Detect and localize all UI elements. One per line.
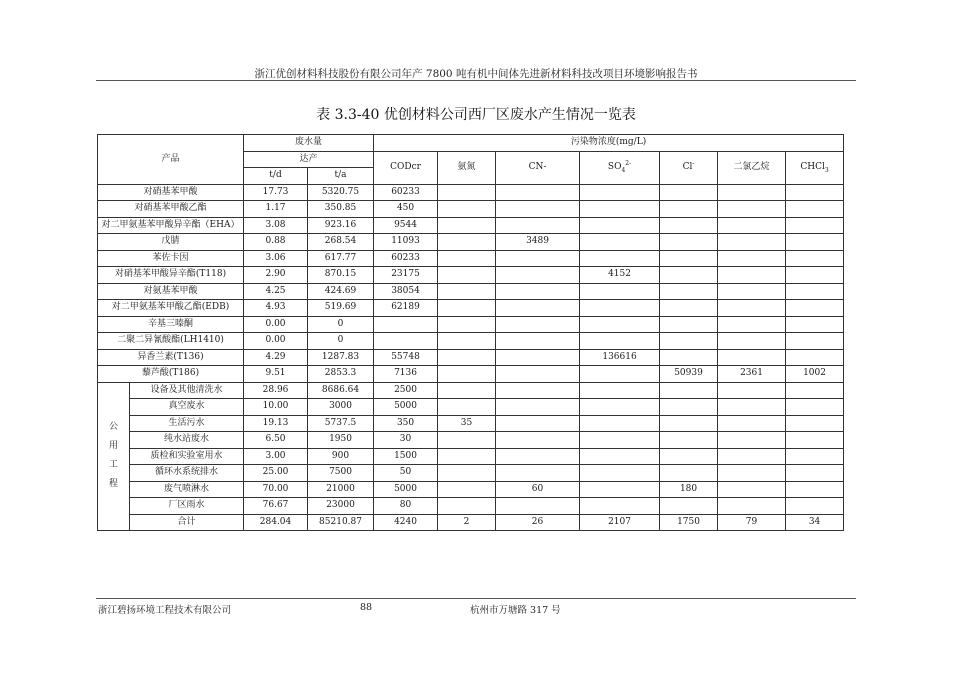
cell-so4 (580, 465, 660, 482)
cell-td: 0.00 (244, 316, 308, 333)
cell-nh3 (438, 316, 496, 333)
cell-dce (718, 415, 786, 432)
cell-nh3 (438, 432, 496, 449)
cell-cn (496, 316, 580, 333)
cell-cl (660, 399, 718, 416)
cell-chcl3 (786, 349, 844, 366)
cell-td: 6.50 (244, 432, 308, 449)
cell-cn (496, 432, 580, 449)
cell-dce (718, 316, 786, 333)
cell-td: 10.00 (244, 399, 308, 416)
cell-dce (718, 432, 786, 449)
cell-chcl3 (786, 498, 844, 515)
cell-ta: 7500 (308, 465, 374, 482)
cell-ta: 8686.64 (308, 382, 374, 399)
cell-td: 17.73 (244, 184, 308, 201)
cell-so4 (580, 498, 660, 515)
cell-so4: 136616 (580, 349, 660, 366)
cell-cod: 7136 (374, 366, 438, 383)
cell-nh3 (438, 184, 496, 201)
cell-td: 9.51 (244, 366, 308, 383)
cell-cod: 50 (374, 465, 438, 482)
cell-so4 (580, 234, 660, 251)
cell-nh3 (438, 250, 496, 267)
page-header: 浙江优创材料科技股份有限公司年产 7800 吨有机中间体先进新材料科技改项目环境影响报告书 (254, 68, 698, 80)
cell-cn (496, 184, 580, 201)
cell-dce (718, 333, 786, 350)
cell-nh3 (438, 382, 496, 399)
cell-chcl3 (786, 465, 844, 482)
cell-dce: 2361 (718, 366, 786, 383)
cell-cn (496, 498, 580, 515)
product-name-cell: 对硝基苯甲酸乙酯 (98, 201, 244, 218)
cell-cn (496, 333, 580, 350)
cell-chcl3 (786, 201, 844, 218)
cell-cl (660, 184, 718, 201)
cell-cl: 50939 (660, 366, 718, 383)
cell-nh3 (438, 399, 496, 416)
cell-cod: 23175 (374, 267, 438, 284)
footer-company: 浙江碧扬环境工程技术有限公司 (98, 605, 232, 616)
cell-nh3 (438, 300, 496, 317)
cell-cn (496, 448, 580, 465)
total-so4: 2107 (580, 514, 660, 531)
cell-cn (496, 217, 580, 234)
cell-cn (496, 283, 580, 300)
utility-name-cell: 真空废水 (130, 399, 244, 416)
col-header-product: 产品 (98, 135, 244, 185)
cell-so4 (580, 333, 660, 350)
cell-dce (718, 300, 786, 317)
product-name-cell: 对氨基苯甲酸 (98, 283, 244, 300)
col-header-chcl3: CHCl$_3$ (786, 151, 844, 184)
cell-nh3 (438, 333, 496, 350)
cell-cl (660, 316, 718, 333)
cell-dce (718, 267, 786, 284)
product-name-cell: 藜芦酸(T186) (98, 366, 244, 383)
cell-cod (374, 316, 438, 333)
cell-cn (496, 399, 580, 416)
cell-cod: 60233 (374, 250, 438, 267)
cell-so4 (580, 316, 660, 333)
cell-cl (660, 217, 718, 234)
table-row (98, 349, 844, 366)
table-row (98, 267, 844, 284)
cell-cl (660, 448, 718, 465)
cell-nh3 (438, 201, 496, 218)
utility-name-cell: 循环水系统排水 (130, 465, 244, 482)
total-dce: 79 (718, 514, 786, 531)
cell-dce (718, 201, 786, 218)
cell-td: 0.88 (244, 234, 308, 251)
cell-chcl3 (786, 217, 844, 234)
cell-chcl3 (786, 415, 844, 432)
utility-group-label: 公 用 工 程 (98, 382, 130, 531)
cell-chcl3 (786, 300, 844, 317)
cell-so4 (580, 201, 660, 218)
cell-cod: 350 (374, 415, 438, 432)
cell-td: 70.00 (244, 481, 308, 498)
cell-cl (660, 432, 718, 449)
cell-ta: 617.77 (308, 250, 374, 267)
cell-dce (718, 399, 786, 416)
cell-ta: 3000 (308, 399, 374, 416)
cell-dce (718, 184, 786, 201)
cell-cod: 60233 (374, 184, 438, 201)
total-cl: 1750 (660, 514, 718, 531)
table-title: 表 3.3-40 优创材料公司西厂区废水产生情况一览表 (316, 107, 636, 123)
total-cn: 26 (496, 514, 580, 531)
cell-chcl3 (786, 316, 844, 333)
table-row (98, 366, 844, 383)
cell-nh3 (438, 234, 496, 251)
product-name-cell: 对二甲氨基苯甲酸乙酯(EDB) (98, 300, 244, 317)
cell-chcl3: 1002 (786, 366, 844, 383)
product-name-cell: 辛基三嗪酮 (98, 316, 244, 333)
cell-cn (496, 349, 580, 366)
cell-td: 3.00 (244, 448, 308, 465)
cell-so4: 4152 (580, 267, 660, 284)
product-name-cell: 二聚二异氰酸酯(LH1410) (98, 333, 244, 350)
col-header-dachan: 达产 (244, 151, 374, 168)
cell-ta: 870.15 (308, 267, 374, 284)
cell-cl (660, 300, 718, 317)
product-name-cell: 戊腈 (98, 234, 244, 251)
cell-dce (718, 382, 786, 399)
table-row (98, 399, 844, 416)
table-row (98, 481, 844, 498)
utility-name-cell: 设备及其他清洗水 (130, 382, 244, 399)
cell-dce (718, 250, 786, 267)
cell-ta: 1287.83 (308, 349, 374, 366)
cell-chcl3 (786, 382, 844, 399)
cell-cl (660, 382, 718, 399)
cell-dce (718, 283, 786, 300)
cell-so4 (580, 399, 660, 416)
footer-address: 杭州市万塘路 317 号 (470, 605, 561, 616)
cell-cl (660, 415, 718, 432)
cell-cod: 62189 (374, 300, 438, 317)
cell-dce (718, 234, 786, 251)
table-row (98, 184, 844, 201)
table-row (98, 333, 844, 350)
cell-so4 (580, 184, 660, 201)
cell-cod: 450 (374, 201, 438, 218)
cell-cl (660, 283, 718, 300)
cell-so4 (580, 300, 660, 317)
product-name-cell: 苯佐卡因 (98, 250, 244, 267)
cell-cod: 5000 (374, 399, 438, 416)
cell-chcl3 (786, 234, 844, 251)
cell-cod (374, 333, 438, 350)
cell-ta: 923.16 (308, 217, 374, 234)
product-name-cell: 对硝基苯甲酸异辛酯(T118) (98, 267, 244, 284)
cell-cod: 5000 (374, 481, 438, 498)
cell-cod: 1500 (374, 448, 438, 465)
cell-so4 (580, 415, 660, 432)
cell-cod: 9544 (374, 217, 438, 234)
table-row (98, 498, 844, 515)
col-header-wastewater: 废水量 (244, 135, 374, 152)
cell-cl (660, 201, 718, 218)
table-row (98, 250, 844, 267)
cell-cod: 2500 (374, 382, 438, 399)
cell-ta: 21000 (308, 481, 374, 498)
table-row (98, 382, 844, 399)
cell-dce (718, 217, 786, 234)
cell-td: 76.67 (244, 498, 308, 515)
cell-cn (496, 382, 580, 399)
cell-chcl3 (786, 184, 844, 201)
cell-ta: 1950 (308, 432, 374, 449)
cell-so4 (580, 283, 660, 300)
col-header-pollutant: 污染物浓度(mg/L) (374, 135, 844, 152)
utility-name-cell: 厂区雨水 (130, 498, 244, 515)
cell-ta: 2853.3 (308, 366, 374, 383)
total-ta: 85210.87 (308, 514, 374, 531)
cell-dce (718, 465, 786, 482)
total-cod: 4240 (374, 514, 438, 531)
cell-ta: 424.69 (308, 283, 374, 300)
cell-cl (660, 498, 718, 515)
cell-nh3: 35 (438, 415, 496, 432)
cell-td: 28.96 (244, 382, 308, 399)
cell-ta: 5737.5 (308, 415, 374, 432)
cell-ta: 519.69 (308, 300, 374, 317)
cell-cn (496, 465, 580, 482)
table-row (98, 415, 844, 432)
cell-chcl3 (786, 481, 844, 498)
table-row (98, 316, 844, 333)
cell-dce (718, 448, 786, 465)
cell-dce (718, 481, 786, 498)
cell-td: 4.29 (244, 349, 308, 366)
cell-so4 (580, 432, 660, 449)
cell-so4 (580, 448, 660, 465)
footer-divider (96, 598, 856, 599)
total-nh3: 2 (438, 514, 496, 531)
cell-ta: 350.85 (308, 201, 374, 218)
cell-cl (660, 250, 718, 267)
cell-cn (496, 366, 580, 383)
cell-dce (718, 498, 786, 515)
cell-ta: 900 (308, 448, 374, 465)
cell-cod: 55748 (374, 349, 438, 366)
cell-cl: 180 (660, 481, 718, 498)
cell-ta: 0 (308, 333, 374, 350)
cell-ta: 0 (308, 316, 374, 333)
utility-name-cell: 纯水站废水 (130, 432, 244, 449)
cell-chcl3 (786, 432, 844, 449)
col-header-so4: $SO_4^{2-}$ (580, 151, 660, 184)
col-header-dce: 二氯乙烷 (718, 151, 786, 184)
utility-name-cell: 废气喷淋水 (130, 481, 244, 498)
cell-so4 (580, 481, 660, 498)
cell-td: 3.06 (244, 250, 308, 267)
cell-so4 (580, 250, 660, 267)
table-row (98, 234, 844, 251)
cell-ta: 268.54 (308, 234, 374, 251)
table-row (98, 217, 844, 234)
col-header-nh3: 氨氮 (438, 151, 496, 184)
cell-nh3 (438, 283, 496, 300)
total-td: 284.04 (244, 514, 308, 531)
cell-nh3 (438, 349, 496, 366)
cell-nh3 (438, 465, 496, 482)
table-row (98, 201, 844, 218)
total-chcl3: 34 (786, 514, 844, 531)
product-name-cell: 对硝基苯甲酸 (98, 184, 244, 201)
cell-chcl3 (786, 267, 844, 284)
table-row (98, 432, 844, 449)
utility-name-cell: 质检和实验室用水 (130, 448, 244, 465)
cell-cod: 80 (374, 498, 438, 515)
cell-td: 4.93 (244, 300, 308, 317)
cell-cl (660, 267, 718, 284)
cell-cn (496, 415, 580, 432)
cell-nh3 (438, 498, 496, 515)
cell-chcl3 (786, 448, 844, 465)
cell-cod: 38054 (374, 283, 438, 300)
product-name-cell: 对二甲氨基苯甲酸异辛酯（EHA） (98, 217, 244, 234)
cell-nh3 (438, 366, 496, 383)
cell-td: 0.00 (244, 333, 308, 350)
cell-td: 25.00 (244, 465, 308, 482)
cell-dce (718, 349, 786, 366)
total-label-cell: 合计 (130, 514, 244, 531)
cell-so4 (580, 366, 660, 383)
table-row (98, 283, 844, 300)
cell-ta: 23000 (308, 498, 374, 515)
table-row (98, 465, 844, 482)
cell-nh3 (438, 448, 496, 465)
cell-cn (496, 300, 580, 317)
cell-nh3 (438, 217, 496, 234)
cell-cn (496, 250, 580, 267)
cell-chcl3 (786, 250, 844, 267)
cell-td: 1.17 (244, 201, 308, 218)
cell-td: 4.25 (244, 283, 308, 300)
cell-nh3 (438, 481, 496, 498)
cell-chcl3 (786, 283, 844, 300)
cell-nh3 (438, 267, 496, 284)
table-row (98, 448, 844, 465)
col-header-td: t/d (244, 168, 308, 185)
cell-td: 3.08 (244, 217, 308, 234)
cell-so4 (580, 217, 660, 234)
cell-cl (660, 349, 718, 366)
cell-cl (660, 333, 718, 350)
cell-cn: 3489 (496, 234, 580, 251)
col-header-cn: CN- (496, 151, 580, 184)
header-divider (96, 80, 856, 81)
cell-cn (496, 201, 580, 218)
header-row-1 (98, 135, 844, 152)
cell-td: 19.13 (244, 415, 308, 432)
cell-td: 2.90 (244, 267, 308, 284)
col-header-ta: t/a (308, 168, 374, 185)
footer-page-number: 88 (360, 602, 373, 613)
cell-chcl3 (786, 333, 844, 350)
cell-cod: 30 (374, 432, 438, 449)
cell-cl (660, 465, 718, 482)
utility-name-cell: 生活污水 (130, 415, 244, 432)
total-row (98, 514, 844, 531)
cell-cn: 60 (496, 481, 580, 498)
cell-cl (660, 234, 718, 251)
table-row (98, 300, 844, 317)
cell-cod: 11093 (374, 234, 438, 251)
cell-so4 (580, 382, 660, 399)
cell-chcl3 (786, 399, 844, 416)
cell-cn (496, 267, 580, 284)
cell-ta: 5320.75 (308, 184, 374, 201)
col-header-cl: Cl- (660, 151, 718, 184)
col-header-codcr: CODcr (374, 151, 438, 184)
product-name-cell: 异香兰素(T136) (98, 349, 244, 366)
wastewater-table (97, 134, 844, 531)
